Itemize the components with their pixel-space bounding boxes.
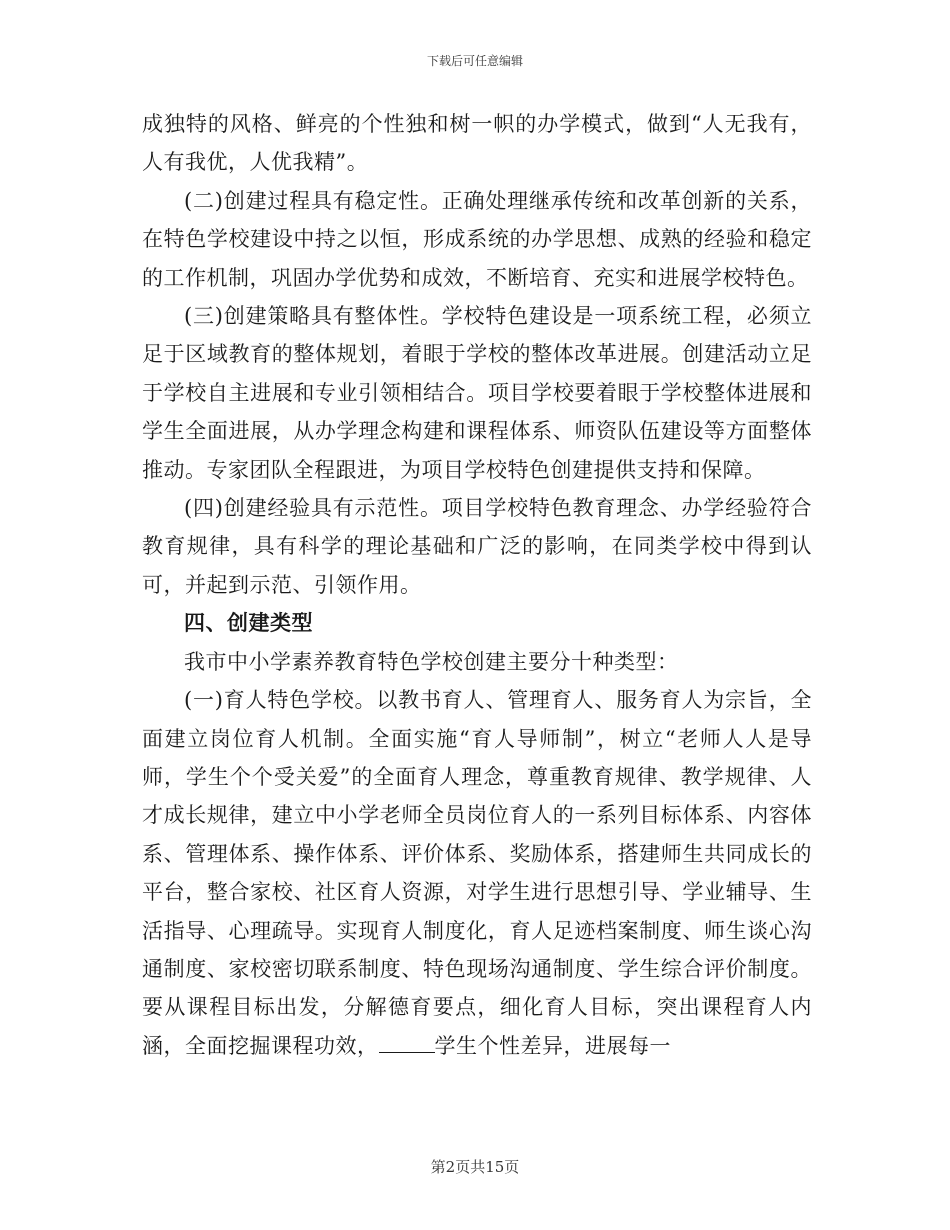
paragraph-text-before-blank: (一)育人特色学校。以教书育人、管理育人、服务育人为宗旨，全面建立岗位育人机制。全面实施“育人导师制”，树立“老师人人是导师，学生个个受关爱”的全面育人理念，尊重教育规律、教学规律、人才成长规律，建立中小学老师全员岗位育人的一系列目标体系、内容体系、管理体系、操作体系、评价体系、奖励体系，搭建师生共同成长的平台，整合家校、社区育人资源，对学生进行思想引导、学业辅导、生活指导、心理疏导。实现育人制度化，育人足迹档案制度、师生谈心沟通制度、家校密切联系制度、特色现场沟通制度、学生综合评价制度。要从课程目标出发，分解德育要点，细化育人目标，突出课程育人内涵，全面挖掘课程功效， bbox=[142, 688, 812, 1058]
section-heading: 四、创建类型 bbox=[184, 610, 313, 636]
paragraph-education-school bbox=[142, 681, 812, 1065]
paragraph-text-after-blank: 学生个性差异，进展每一 bbox=[434, 1033, 671, 1058]
paragraph-stability: (二)创建过程具有稳定性。正确处理继承传统和改革创新的关系，在特色学校建设中持之以恒，形成系统的办学思想、成熟的经验和稳定的工作机制，巩固办学优势和成效，不断培育、充实和进展学校特色。 bbox=[142, 188, 812, 290]
paragraph-integrity: (三)创建策略具有整体性。学校特色建设是一项系统工程，必须立足于区域教育的整体规划，着眼于学校的整体改革进展。创建活动立足于学校自主进展和专业引领相结合。项目学校要着眼于学校整体进展和学生全面进展，从办学理念构建和课程体系、师资队伍建设等方面整体推动。专家团队全程跟进，为项目学校特色创建提供支持和保障。 bbox=[142, 304, 812, 482]
paragraph-continuation: 成独特的风格、鲜亮的个性独和树一帜的办学模式，做到“人无我有，人有我优，人优我精”。 bbox=[142, 112, 812, 175]
paragraph-types-intro: 我市中小学素养教育特色学校创建主要分十种类型： bbox=[184, 649, 679, 674]
document-body bbox=[142, 105, 812, 1065]
page-number: 第2页共15页 bbox=[430, 1158, 520, 1176]
fill-in-blank bbox=[379, 1034, 435, 1053]
paragraph-demonstration: (四)创建经验具有示范性。项目学校特色教育理念、办学经验符合教育规律，具有科学的理论基础和广泛的影响，在同类学校中得到认可，并起到示范、引领作用。 bbox=[142, 496, 812, 597]
page-header: 下载后可任意编辑 bbox=[426, 54, 523, 68]
